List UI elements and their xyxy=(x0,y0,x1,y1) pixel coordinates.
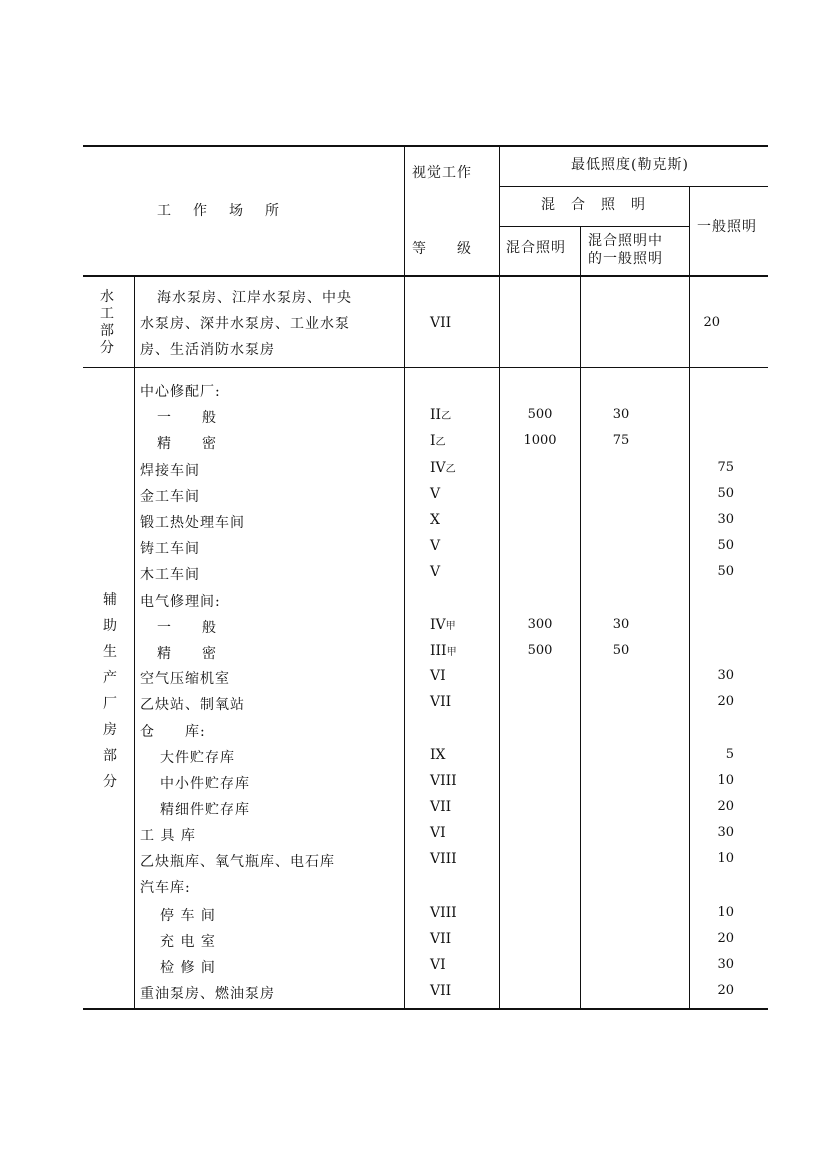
visual-grade-numeral: IX xyxy=(430,747,446,763)
water-category-char: 工 xyxy=(100,306,114,322)
section-divider-rule xyxy=(83,367,768,368)
table-row xyxy=(0,639,827,665)
water-category-char: 分 xyxy=(100,340,114,356)
place-name: 焊接车间 xyxy=(140,463,200,479)
table-row xyxy=(0,690,827,716)
water-general-value: 20 xyxy=(703,315,720,330)
table-row xyxy=(0,508,827,534)
place-name: 中心修配厂: xyxy=(140,384,221,400)
header-bottom-rule xyxy=(83,275,768,277)
place-name: 检 修 间 xyxy=(160,960,216,976)
place-name: 乙炔站、制氧站 xyxy=(140,697,245,713)
general-lux-value: 20 xyxy=(717,694,734,709)
general-lux-value: 30 xyxy=(717,512,734,527)
mixed-lux-value: 1000 xyxy=(523,433,557,448)
place-name: 锻工热处理车间 xyxy=(140,515,245,531)
table-row xyxy=(0,821,827,847)
table-row xyxy=(0,560,827,586)
place-name: 木工车间 xyxy=(140,567,200,583)
mixed-general-lux-value: 30 xyxy=(612,617,630,632)
general-lux-value: 75 xyxy=(717,460,734,475)
general-lux-value: 50 xyxy=(717,538,734,553)
general-lux-value: 50 xyxy=(717,486,734,501)
visual-grade-numeral: VII xyxy=(430,983,452,999)
table-row xyxy=(0,717,827,743)
table-row xyxy=(0,847,827,873)
place-name: 充 电 室 xyxy=(160,934,216,950)
visual-grade-numeral: VIII xyxy=(430,773,457,789)
visual-grade-numeral: V xyxy=(430,564,441,580)
header-mixed-general-line1: 混合照明中 xyxy=(588,233,663,249)
visual-grade-numeral: VII xyxy=(430,694,452,710)
general-lux-value: 30 xyxy=(717,668,734,683)
table-row xyxy=(0,927,827,953)
general-lux-value: 10 xyxy=(717,851,734,866)
table-row xyxy=(0,953,827,979)
mixed-general-lux-value: 30 xyxy=(612,407,630,422)
visual-grade-numeral: IV xyxy=(430,460,446,476)
general-lux-value: 50 xyxy=(717,564,734,579)
aux-category-char: 分 xyxy=(103,774,117,790)
lux-title-rule xyxy=(500,186,768,187)
place-name: 一 般 xyxy=(157,410,217,426)
table-row xyxy=(0,403,827,429)
mixed-general-lux-value: 50 xyxy=(612,643,630,658)
place-name: 乙炔瓶库、氧气瓶库、电石库 xyxy=(140,854,335,870)
table-row xyxy=(0,377,827,403)
header-general: 一般照明 xyxy=(697,219,757,235)
place-name: 重油泵房、燃油泵房 xyxy=(140,986,275,1002)
header-grade-top: 视觉工作 xyxy=(412,165,472,181)
visual-grade-numeral: VIII xyxy=(430,851,457,867)
visual-grade-subclass: 甲 xyxy=(445,621,456,632)
water-category-char: 部 xyxy=(100,323,114,339)
visual-grade-numeral: V xyxy=(430,486,441,502)
place-name: 金工车间 xyxy=(140,489,200,505)
header-place: 工 作 场 所 xyxy=(157,203,283,219)
table-row xyxy=(0,795,827,821)
table-row xyxy=(0,873,827,899)
table-bottom-rule xyxy=(83,1008,768,1010)
place-name: 空气压缩机室 xyxy=(140,671,230,687)
table-row xyxy=(0,429,827,455)
table-row xyxy=(0,664,827,690)
visual-grade-subclass: 乙 xyxy=(441,411,452,422)
table-row xyxy=(0,769,827,795)
place-name: 精 密 xyxy=(157,646,217,662)
table-row xyxy=(0,482,827,508)
visual-grade-subclass: 乙 xyxy=(445,464,456,475)
aux-category-char: 助 xyxy=(103,618,117,634)
mixed-lux-value: 500 xyxy=(527,407,553,422)
table-row xyxy=(0,613,827,639)
visual-grade-numeral: III xyxy=(430,643,447,659)
place-name: 铸工车间 xyxy=(140,541,200,557)
water-grade: VII xyxy=(430,315,452,331)
aux-category-char: 厂 xyxy=(103,696,117,712)
place-name: 工 具 库 xyxy=(140,828,196,844)
general-lux-value: 20 xyxy=(717,931,734,946)
table-row xyxy=(0,456,827,482)
table-row xyxy=(0,979,827,1005)
table-row xyxy=(0,901,827,927)
mixed-general-lux-value: 75 xyxy=(612,433,630,448)
mixed-group-rule xyxy=(500,226,690,227)
general-lux-value: 10 xyxy=(717,773,734,788)
water-place-line: 海水泵房、江岸水泵房、中央 xyxy=(157,290,352,306)
general-lux-value: 20 xyxy=(717,799,734,814)
visual-grade-numeral: VI xyxy=(430,825,446,841)
visual-grade-numeral: II xyxy=(430,407,442,423)
visual-grade-subclass: 甲 xyxy=(446,647,457,658)
water-place-line: 水泵房、深井水泵房、工业水泵 xyxy=(140,316,350,332)
header-grade-bottom: 等 级 xyxy=(412,241,472,257)
place-name: 电气修理间: xyxy=(140,594,221,610)
visual-grade-numeral: V xyxy=(430,538,441,554)
header-mixed-general-line2: 的一般照明 xyxy=(588,251,663,267)
place-name: 汽车库: xyxy=(140,880,191,896)
table-top-rule xyxy=(83,145,768,147)
visual-grade-numeral: VII xyxy=(430,931,452,947)
visual-grade-numeral: VII xyxy=(430,799,452,815)
place-name: 停 车 间 xyxy=(160,908,216,924)
visual-grade-numeral: IV xyxy=(430,617,446,633)
header-mixed: 混合照明 xyxy=(506,240,566,256)
aux-category-char: 生 xyxy=(103,644,117,660)
mixed-lux-value: 500 xyxy=(527,643,553,658)
aux-category-char: 部 xyxy=(103,748,117,764)
general-lux-value: 5 xyxy=(725,747,734,762)
place-name: 仓 库: xyxy=(140,724,206,740)
place-name: 中小件贮存库 xyxy=(160,776,250,792)
visual-grade-numeral: I xyxy=(430,433,436,449)
general-lux-value: 10 xyxy=(717,905,734,920)
visual-grade-numeral: X xyxy=(430,512,440,528)
place-name: 一 般 xyxy=(157,620,217,636)
table-row xyxy=(0,534,827,560)
aux-category-char: 房 xyxy=(103,722,117,738)
header-mixed-group: 混 合 照 明 xyxy=(541,197,646,213)
header-lux-title: 最低照度(勒克斯) xyxy=(571,157,689,173)
table-row xyxy=(0,587,827,613)
general-lux-value: 30 xyxy=(717,957,734,972)
place-name: 大件贮存库 xyxy=(160,750,235,766)
water-place-line: 房、生活消防水泵房 xyxy=(140,342,275,358)
visual-grade-subclass: 乙 xyxy=(435,437,446,448)
aux-category-char: 产 xyxy=(103,670,117,686)
mixed-lux-value: 300 xyxy=(527,617,553,632)
general-lux-value: 30 xyxy=(717,825,734,840)
table-row xyxy=(0,743,827,769)
water-category-char: 水 xyxy=(100,289,114,305)
aux-category-char: 辅 xyxy=(103,592,117,608)
place-name: 精 密 xyxy=(157,436,217,452)
general-lux-value: 20 xyxy=(717,983,734,998)
visual-grade-numeral: VIII xyxy=(430,905,457,921)
place-name: 精细件贮存库 xyxy=(160,802,250,818)
visual-grade-numeral: VI xyxy=(430,668,446,684)
visual-grade-numeral: VI xyxy=(430,957,446,973)
